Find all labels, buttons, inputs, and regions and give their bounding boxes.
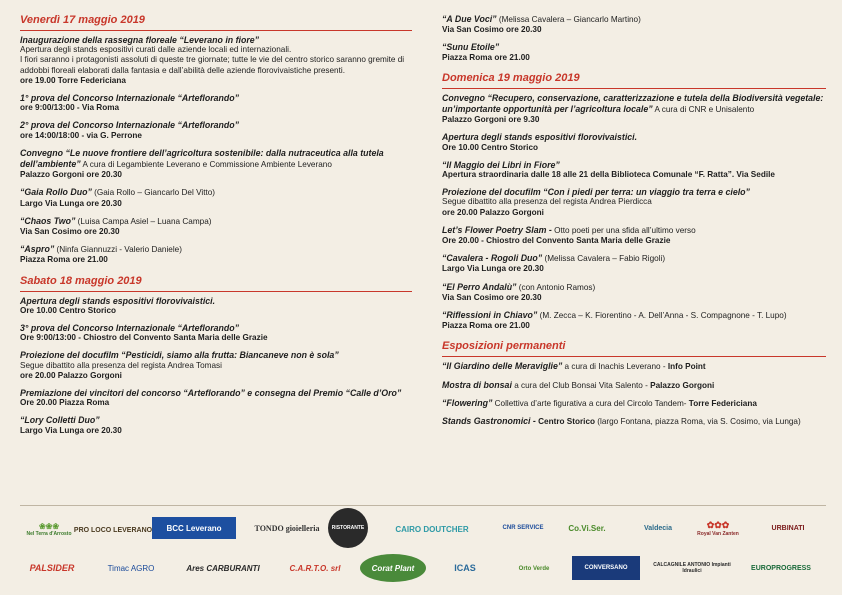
sponsor-logo <box>73 516 153 544</box>
event-prova-3 <box>20 323 412 343</box>
event-docufilm-piedi <box>442 187 826 218</box>
sponsor-logo <box>360 554 426 582</box>
event-title: Proiezione del docufilm “Pesticidi, siamo alla frutta: Biancaneve non è sola” <box>20 350 339 361</box>
exhibit-desc: Collettiva d’arte figurativa a cura del Circolo Tandem- <box>494 398 687 408</box>
event-riflessioni <box>442 310 826 331</box>
sponsor-logo: ❀❀❀ Nel Terra d'Arrosto <box>26 521 72 537</box>
sponsor-logo <box>280 558 350 578</box>
exhibit-title: Mostra di bonsai <box>442 379 512 390</box>
exhibit-place: Info Point <box>667 362 706 372</box>
event-desc: Apertura degli stands espositivi curati dalle aziende locali ed internazionali. <box>20 45 292 55</box>
event-cavalera-rogoli <box>442 253 826 274</box>
event-where: Ore 10.00 Centro Storico <box>20 305 117 315</box>
sponsor-logo <box>94 558 168 578</box>
sponsor-logo <box>504 556 564 582</box>
event-where: ore 20.00 Palazzo Gorgoni <box>442 207 544 217</box>
event-title: “Il Maggio dei Libri in Fiore” <box>442 159 560 170</box>
sponsor-name: CAIRO DOUTCHER <box>395 524 469 534</box>
sponsor-name: PALSIDER <box>29 563 75 573</box>
sponsor-name: Ares CARBURANTI <box>186 563 260 573</box>
event-where: Largo Via Lunga ore 20.30 <box>442 264 544 274</box>
event-sunu-etoile <box>442 42 826 62</box>
event-desc: (Melissa Cavalera – Fabio Rigoli) <box>544 254 666 264</box>
event-apertura-stands-sun <box>442 132 826 152</box>
sponsor-logo <box>572 556 640 580</box>
exhibit-title: “Il Giardino delle Meraviglie” <box>442 361 563 372</box>
sponsor-name: Timac AGRO <box>107 563 155 573</box>
exhibit-desc: a cura di Inachis Leverano - <box>564 362 666 372</box>
event-desc: A cura di CNR e Unisalento <box>654 105 755 115</box>
event-desc: (Gaia Rollo – Giancarlo Del Vitto) <box>94 188 216 198</box>
event-desc: (Luisa Campa Asiel – Luana Campa) <box>77 216 212 226</box>
event-where: Piazza Roma ore 21.00 <box>442 52 530 62</box>
event-title: Convegno “Recupero, conservazione, caratterizzazione e tutela della Biodiversità vegetale: un’importante opportunità per l’agricoltura locale” <box>442 92 824 115</box>
exhibit-desc: (largo Fontana, piazza Roma, via S. Cosimo, via Lunga) <box>597 417 801 427</box>
event-where: Ore 20.00 Piazza Roma <box>20 398 110 408</box>
event-poetry-slam <box>442 225 826 246</box>
event-desc: (Ninfa Giannuzzi - Valerio Daniele) <box>56 245 182 255</box>
event-desc: Segue dibattito alla presenza del regista Andrea Tomasi <box>20 360 222 370</box>
sponsor-logo <box>438 552 492 584</box>
event-title: “Sunu Etoile” <box>442 42 500 53</box>
event-title: “Lory Colletti Duo” <box>20 415 100 426</box>
event-title: Apertura degli stands espositivi florovivaistici. <box>442 132 638 143</box>
sponsor-name: EUROPROGRESS <box>751 564 811 572</box>
right-column <box>442 14 826 434</box>
event-title: 2° prova del Concorso Internazionale “Arteflorando” <box>20 120 240 131</box>
event-title: 3° prova del Concorso Internazionale “Arteflorando” <box>20 323 240 334</box>
event-title: “Chaos Two” <box>20 215 76 226</box>
day-heading-sunday: Domenica 19 maggio 2019 <box>442 72 826 89</box>
exhibit-title: Stands Gastronomici - <box>442 416 536 427</box>
event-maggio-libri <box>442 160 826 180</box>
event-prova-2 <box>20 120 412 140</box>
day-heading-saturday: Sabato 18 maggio 2019 <box>20 275 412 292</box>
event-desc: A cura di Legambiente Leverano e Commissione Ambiente Leverano <box>82 160 332 170</box>
event-title: Let’s Flower Poetry Slam - <box>442 224 552 235</box>
sponsor-name: C.A.R.T.O. srl <box>289 563 341 573</box>
sponsor-logo <box>250 515 324 541</box>
event-chaos-two <box>20 216 412 237</box>
sponsor-name: Nel Terra d'Arrosto <box>26 530 72 537</box>
event-title: Premiazione dei vincitori del concorso “Arteflorando” e consegna del Premio “Calle d’Oro” <box>20 388 402 399</box>
event-where: ore 9:00/13:00 - Via Roma <box>20 103 120 113</box>
sponsor-logo <box>754 516 822 540</box>
sponsor-name: Corat Plant <box>371 563 415 573</box>
event-where: Largo Via Lunga ore 20.30 <box>20 198 122 208</box>
event-title: “Aspro” <box>20 244 55 255</box>
sponsor-logo <box>328 508 368 548</box>
exhibit-title: “Flowering” <box>442 397 493 408</box>
event-where: Via San Cosimo ore 20.30 <box>442 25 542 35</box>
event-lory-colletti <box>20 415 412 435</box>
event-title: Inaugurazione della rassegna floreale “Leverano in fiore” <box>20 35 260 45</box>
sponsor-logo: ✿✿✿ Royal Van Zanten <box>697 519 739 537</box>
event-where: Piazza Roma ore 21.00 <box>20 255 108 265</box>
event-where: ore 19.00 Torre Federiciana <box>20 75 126 85</box>
sponsor-logo <box>20 558 84 578</box>
event-title: “A Due Voci” <box>442 14 497 24</box>
sponsor-logo <box>558 516 616 540</box>
exhibit-giardino <box>442 361 826 372</box>
event-title: 1° prova del Concorso Internazionale “Arteflorando” <box>20 93 240 104</box>
event-prova-1 <box>20 93 412 113</box>
event-title: “El Perro Andalù” <box>442 281 517 292</box>
exhibit-stands-gastronomici <box>442 416 826 427</box>
event-title: “Cavalera - Rogoli Duo” <box>442 253 543 264</box>
sponsor-logo <box>178 558 268 578</box>
exhibit-flowering <box>442 398 826 409</box>
sponsor-logos <box>20 505 826 590</box>
event-title: “Riflessioni in Chiavo” <box>442 310 538 321</box>
heading-esposizioni-permanenti: Esposizioni permanenti <box>442 340 826 357</box>
exhibit-bonsai <box>442 380 826 391</box>
exhibit-desc: a cura del Club Bonsai Vita Salento - <box>514 380 648 390</box>
event-where: ore 20.00 Palazzo Gorgoni <box>20 370 122 380</box>
event-inaugurazione <box>20 35 412 86</box>
sponsor-name: BCC Leverano <box>166 523 222 533</box>
event-where: ore 14:00/18:00 - via G. Perrone <box>20 130 142 140</box>
sponsor-name: CONVERSANO <box>584 565 628 571</box>
sponsor-logo <box>632 514 684 542</box>
event-el-perro-andalu <box>442 282 826 303</box>
event-title: Convegno “Le nuove frontiere dell’agricoltura sostenibile: dalla nutraceutica alla tutela dell’ambiente” <box>20 147 384 170</box>
sponsor-logo <box>648 554 736 582</box>
sponsor-name: TONDO gioielleria <box>254 523 320 533</box>
sponsor-name: CALCAGNILE ANTONIO Impianti Idraulici <box>653 562 731 574</box>
event-where: Ore 20.00 - Chiostro del Convento Santa Maria delle Grazie <box>442 236 671 246</box>
event-where: Via San Cosimo ore 20.30 <box>442 292 542 302</box>
event-where: Piazza Roma ore 21.00 <box>442 321 530 331</box>
sponsor-name: Orto Verde <box>518 566 550 572</box>
event-convegno-biodiversita <box>442 93 826 126</box>
event-a-due-voci <box>442 14 826 35</box>
sponsor-name: URBINATI <box>771 524 805 532</box>
exhibit-place: Centro Storico <box>538 417 596 427</box>
sponsor-name: Valdecia <box>643 524 673 532</box>
sponsor-logo <box>496 514 550 542</box>
event-where: Ore 10.00 Centro Storico <box>442 142 539 152</box>
event-docufilm-pesticidi <box>20 350 412 381</box>
sponsor-name: Co.Vi.Ser. <box>568 523 606 533</box>
sponsor-name: CNR SERVICE <box>502 525 544 531</box>
event-where: Ore 9:00/13:00 - Chiostro del Convento Santa Maria delle Grazie <box>20 333 268 343</box>
event-apertura-stands-sat <box>20 296 412 316</box>
event-aspro <box>20 244 412 265</box>
event-gaia-rollo <box>20 187 412 208</box>
event-desc: Segue dibattito alla presenza del regista Andrea Pierdicca <box>442 197 652 207</box>
event-title: “Gaia Rollo Duo” <box>20 187 92 198</box>
sponsor-logo <box>152 517 236 539</box>
sponsor-logo <box>742 558 820 578</box>
event-desc: (M. Zecca – K. Fiorentino - A. Dell’Anna - S. Compagnone - T. Lupo) <box>539 311 787 321</box>
event-convegno-frontiere <box>20 148 412 181</box>
sponsor-logo <box>376 518 488 540</box>
event-desc: I fiori saranno i protagonisti assoluti di queste tre giornate; tutte le vie del centro storico saranno gremite di addobbi floreali elaborati dalla fantasia e dall’abilità delle aziende florovivaistiche presenti. <box>20 55 405 75</box>
event-where: Apertura straordinaria dalle 18 alle 21 della Biblioteca Comunale “F. Ratta”. Via Sedile <box>442 170 775 180</box>
sponsor-name: Royal Van Zanten <box>697 530 739 537</box>
event-where: Via San Cosimo ore 20.30 <box>20 227 120 237</box>
event-desc: (con Antonio Ramos) <box>518 282 596 292</box>
day-heading-friday: Venerdì 17 maggio 2019 <box>20 14 412 31</box>
event-where: Palazzo Gorgoni ore 20.30 <box>20 170 122 180</box>
event-where: Palazzo Gorgoni ore 9.30 <box>442 115 540 125</box>
event-where: Largo Via Lunga ore 20.30 <box>20 425 122 435</box>
event-desc: Otto poeti per una sfida all’ultimo verso <box>554 225 696 235</box>
sponsor-name: PRO LOCO LEVERANO <box>73 526 153 534</box>
event-title: Proiezione del docufilm “Con i piedi per terra: un viaggio tra terra e cielo” <box>442 187 750 198</box>
exhibit-place: Palazzo Gorgoni <box>650 380 715 390</box>
left-column <box>20 14 412 443</box>
sponsor-name: ICAS <box>454 563 476 573</box>
event-desc: (Melissa Cavalera – Giancarlo Martino) <box>498 15 641 24</box>
sponsor-name: RISTORANTE <box>331 525 365 531</box>
event-premiazione <box>20 388 412 408</box>
event-title: Apertura degli stands espositivi florovivaistici. <box>20 295 216 306</box>
exhibit-place: Torre Federiciana <box>688 398 757 408</box>
